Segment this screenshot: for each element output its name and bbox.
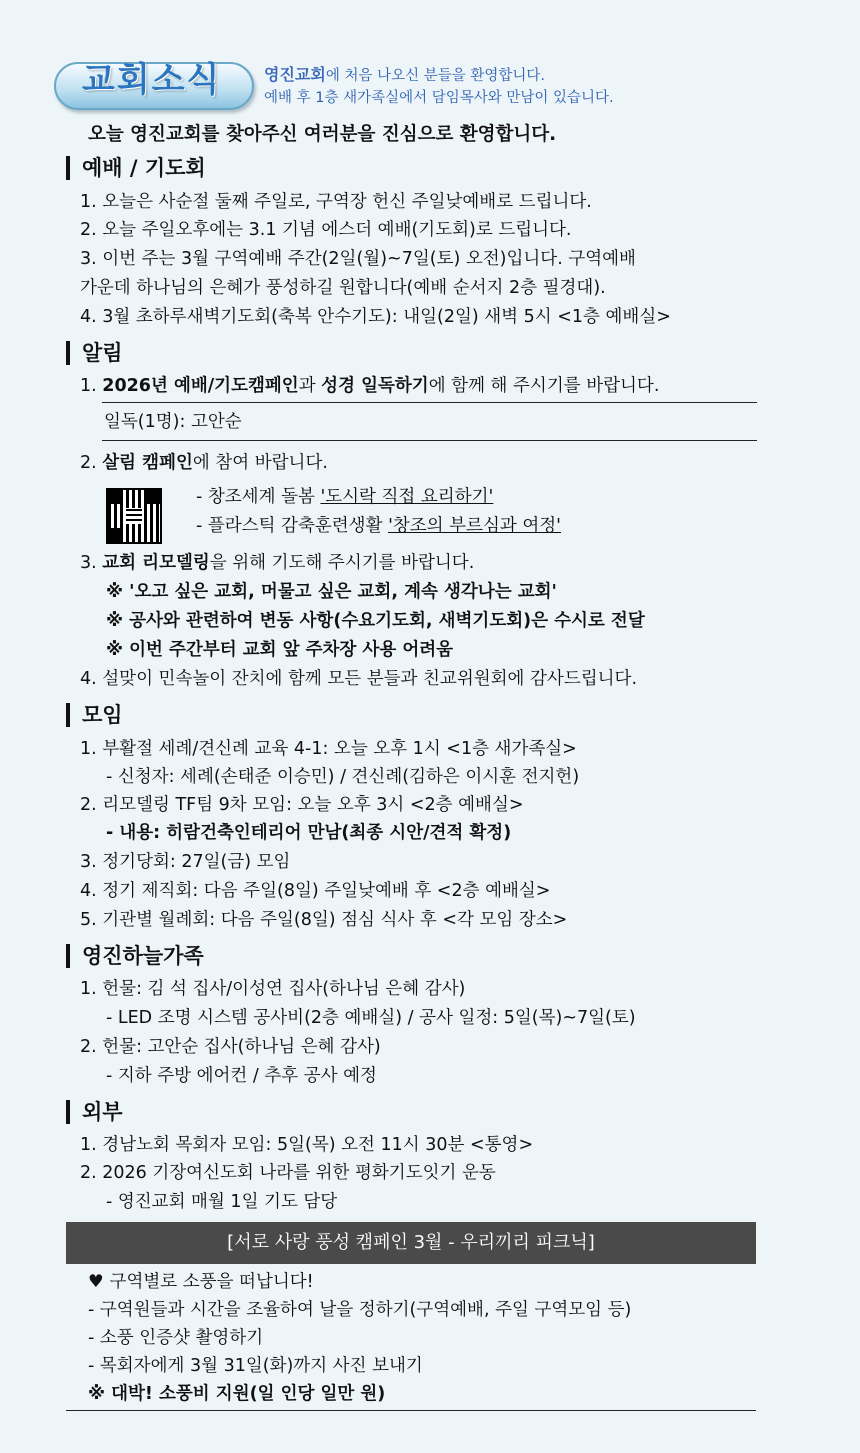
notice-item-2-end: 에 참여 바랍니다.: [192, 453, 328, 473]
notice-item-3: [80, 551, 474, 575]
header-msg1: 에 처음 나오신 분들을 환영합니다.: [325, 68, 545, 84]
campaign-line-4: - 목회자에게 3월 31일(화)까지 사진 보내기: [88, 1356, 423, 1376]
notice-item-2-sub1-link: '도시락 직접 요리하기': [320, 487, 494, 507]
meeting-line-5: 3. 정기당회: 27일(금) 모임: [80, 852, 291, 872]
campaign-line-1-text: 구역별로 소풍을 떠납니다!: [109, 1272, 314, 1292]
badge-title: 교회소식: [82, 60, 222, 100]
welcome-text: 오늘 영진교회를 찾아주신 여러분을 진심으로 환영합니다.: [88, 124, 557, 145]
notice-item-2-bold: 살림 캠페인: [102, 453, 193, 473]
header-message: [264, 64, 614, 109]
section-title-notice: 알림: [66, 341, 123, 365]
notice-item-1-end: 에 함께 해 주시기를 바랍니다.: [428, 376, 660, 396]
campaign-line-5: ※ 대박! 소풍비 지원(일 인당 일만 원): [88, 1384, 386, 1404]
meeting-line-2: - 신청자: 세례(손태준 이승민) / 견신례(김하은 이시훈 전지헌): [106, 767, 580, 787]
notice-item-3-sub3: ※ 이번 주간부터 교회 앞 주차장 사용 어려움: [106, 640, 454, 660]
notice-item-1: [80, 374, 659, 398]
meeting-line-6: 4. 정기 제직회: 다음 주일(8일) 주일낮예배 후 <2층 예배실>: [80, 881, 551, 901]
notice-item-1-mid: 과: [298, 376, 322, 396]
divider-line: [102, 402, 757, 403]
notice-item-1-bold1: 2026년 예배/기도캠페인: [102, 376, 299, 396]
qr-code-icon[interactable]: [106, 488, 162, 544]
notice-item-3-num: 3.: [80, 553, 103, 573]
header-msg2: 예배 후 1층 새가족실에서 담임목사와 만남이 있습니다.: [264, 90, 614, 106]
section-title-worship: 예배 / 기도회: [66, 156, 206, 180]
campaign-line-2: - 구역원들과 시간을 조율하여 날을 정하기(구역예배, 주일 구역모임 등): [88, 1300, 632, 1320]
worship-item-1: 1. 오늘은 사순절 둘째 주일로, 구역장 헌신 주일낮예배로 드립니다.: [80, 192, 592, 212]
family-line-1: 1. 헌물: 김 석 집사/이성연 집사(하나님 은혜 감사): [80, 979, 466, 999]
bottom-rule: [66, 1410, 756, 1411]
church-name: 영진교회: [264, 65, 326, 84]
meeting-line-4: - 내용: 히람건축인테리어 만남(최종 시안/견적 확정): [106, 823, 512, 843]
section-title-meeting: 모임: [66, 703, 123, 727]
meeting-line-7: 5. 기관별 월례회: 다음 주일(8일) 점심 식사 후 <각 모임 장소>: [80, 910, 568, 930]
campaign-line-1: [88, 1270, 314, 1294]
notice-item-3-sub2: ※ 공사와 관련하여 변동 사항(수요기도회, 새벽기도회)은 수시로 전달: [106, 611, 645, 631]
notice-item-2-sub2: [196, 514, 561, 538]
heart-icon: ♥: [88, 1272, 104, 1292]
notice-item-3-bold: 교회 리모델링: [102, 553, 210, 573]
section-title-outside: 외부: [66, 1100, 123, 1124]
notice-item-3-sub1: ※ '오고 싶은 교회, 머물고 싶은 교회, 계속 생각나는 교회': [106, 582, 557, 602]
notice-item-3-end: 을 위해 기도해 주시기를 바랍니다.: [209, 553, 475, 573]
worship-item-3: 3. 이번 주는 3월 구역예배 주간(2일(월)~7일(토) 오전)입니다. 구역예배: [80, 249, 636, 269]
header: [54, 58, 814, 114]
divider-line: [102, 440, 757, 441]
notice-item-4: 4. 설맞이 민속놀이 잔치에 함께 모든 분들과 친교위원회에 감사드립니다.: [80, 669, 638, 689]
notice-item-2-sub2-pre: - 플라스틱 감축훈련생활: [196, 516, 389, 536]
family-line-2: - LED 조명 시스템 공사비(2층 예배실) / 공사 일정: 5일(목)~7일(토): [106, 1008, 636, 1028]
worship-item-4: 4. 3월 초하루새벽기도회(축복 안수기도): 내일(2일) 새벽 5시 <1층 예배실>: [80, 307, 671, 327]
notice-item-2-sub1-pre: - 창조세계 돌봄: [196, 487, 321, 507]
family-line-4: - 지하 주방 에어컨 / 추후 공사 예정: [106, 1066, 377, 1086]
section-title-family: 영진하늘가족: [66, 944, 204, 968]
notice-item-1-num: 1.: [80, 376, 103, 396]
campaign-line-3: - 소풍 인증샷 촬영하기: [88, 1328, 264, 1348]
worship-item-3-cont: 가운데 하나님의 은혜가 풍성하길 원합니다(예배 순서지 2층 필경대).: [80, 278, 606, 298]
notice-item-2-num: 2.: [80, 453, 103, 473]
notice-item-2: [80, 451, 328, 475]
meeting-line-1: 1. 부활절 세례/견신례 교육 4-1: 오늘 오후 1시 <1층 새가족실>: [80, 739, 577, 759]
notice-item-2-sub1: [196, 485, 493, 509]
meeting-line-3: 2. 리모델링 TF팀 9차 모임: 오늘 오후 3시 <2층 예배실>: [80, 795, 524, 815]
notice-item-1-sub: 일독(1명): 고안순: [104, 412, 242, 432]
family-line-3: 2. 헌물: 고안순 집사(하나님 은혜 감사): [80, 1037, 381, 1057]
notice-item-1-bold2: 성경 일독하기: [321, 376, 429, 396]
campaign-banner: [서로 사랑 풍성 캠페인 3월 - 우리끼리 피크닉]: [66, 1222, 756, 1264]
notice-item-2-sub2-link: '창조의 부르심과 여정': [388, 516, 561, 536]
worship-item-2: 2. 오늘 주일오후에는 3.1 기념 에스더 예배(기도회)로 드립니다.: [80, 220, 572, 240]
outside-line-1: 1. 경남노회 목회자 모임: 5일(목) 오전 11시 30분 <통영>: [80, 1135, 534, 1155]
outside-line-3: - 영진교회 매월 1일 기도 담당: [106, 1192, 338, 1212]
outside-line-2: 2. 2026 기장여신도회 나라를 위한 평화기도잇기 운동: [80, 1163, 496, 1183]
